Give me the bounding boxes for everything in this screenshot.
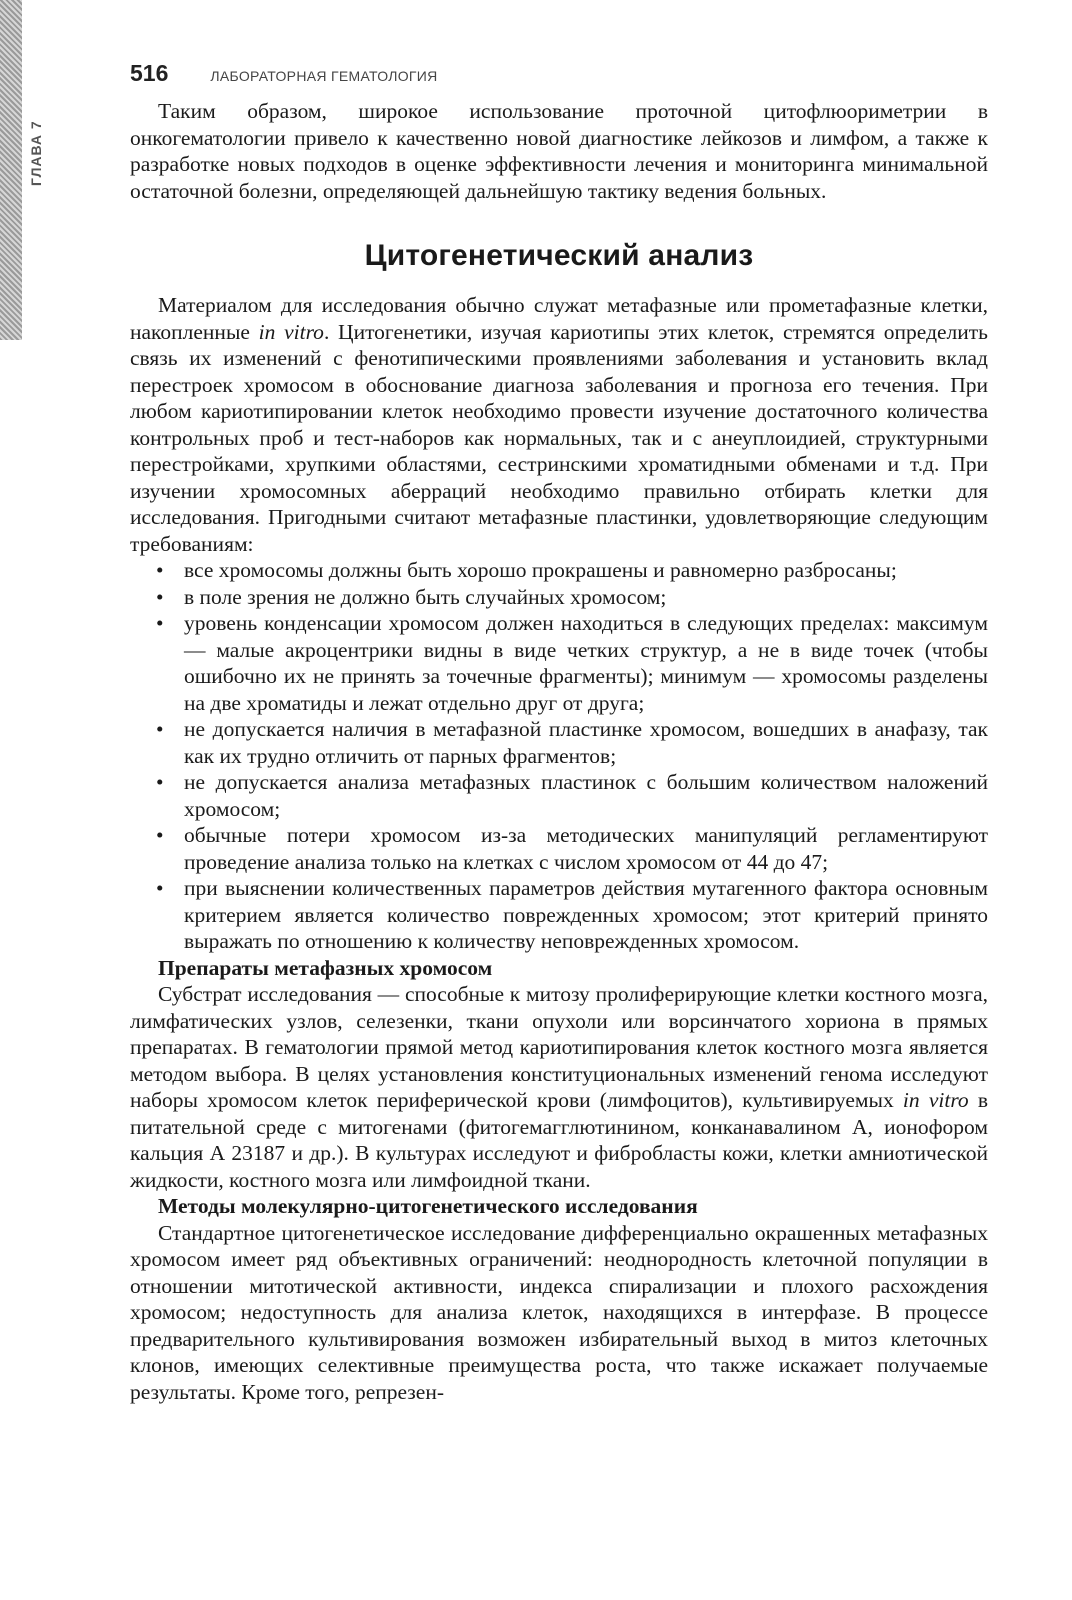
list-item (130, 557, 988, 584)
subsection-paragraph-preparations (130, 981, 988, 1193)
running-head: ЛАБОРАТОРНАЯ ГЕМАТОЛОГИЯ (210, 68, 438, 84)
list-item (130, 769, 988, 822)
chapter-label: ГЛАВА 7 (28, 120, 44, 186)
paragraph-text: в питательной среде с митогенами (фитогемагглютинином, конканавалином А, ионофором кальция А 23187 и др.). В культурах исследуют и фибробласты кожи, клетки амниотической жидкости, костного мозга или лимфоидной ткани. (130, 1088, 988, 1192)
italic-term: in vitro (258, 319, 324, 344)
list-item-text: в поле зрения не должно быть случайных хромосом; (184, 584, 667, 609)
list-item (130, 875, 988, 955)
paragraph-text: Материалом для исследования обычно служат метафазные или прометафазные клетки, накопленные (130, 293, 988, 344)
list-item-text: при выяснении количественных параметров действия мутагенного фактора основным критерием является количество поврежденных хромосом; этот критерий принято выражать по отношению к количеству неповрежденных хромосом. (184, 876, 988, 953)
list-item (130, 610, 988, 716)
italic-term: in vitro (902, 1088, 969, 1112)
chapter-edge-band (0, 0, 22, 340)
subsection-title-methods: Методы молекулярно-цитогенетического исследования (158, 1194, 698, 1218)
page-content (130, 98, 988, 1405)
list-item-text: обычные потери хромосом из-за методических манипуляций регламентируют проведение анализа только на клетках с числом хромосом от 44 до 47; (184, 823, 988, 874)
bullet-icon: • (156, 611, 164, 635)
bullet-icon: • (156, 876, 164, 900)
list-item-text: все хромосомы должны быть хорошо прокрашены и равномерно разбросаны; (184, 558, 897, 582)
list-item-text: не допускается анализа метафазных пластинок с большим количеством наложений хромосом; (184, 770, 988, 821)
list-item-text: не допускается наличия в метафазной пластинке хромосом, вошедших в анафазу, так как их трудно отличить от парных фрагментов; (184, 717, 988, 768)
bullet-icon: • (156, 558, 164, 582)
bullet-icon: • (156, 584, 164, 609)
subsection-paragraph-methods: Стандартное цитогенетическое исследование дифференциально окрашенных метафазных хромосом имеет ряд объективных ограничений: неоднородность клеточной популяции в отношении митотической активности, индекса спирализации и плохого расхождения хромосом; недоступность для анализа клеток, находящихся в интерфазе. В процессе предварительного культивирования возможен избирательный выход в митоз клеточных клонов, имеющих селективные преимущества роста, что также искажает получаемые результаты. Кроме того, репрезен- (130, 1220, 988, 1404)
bullet-icon: • (156, 823, 164, 847)
requirements-list (130, 557, 988, 955)
paragraph-text: Субстрат исследования — способные к митозу пролиферирующие клетки костного мозга, лимфатических узлов, селезенки, ткани опухоли или ворсинчатого хориона в прямых препаратах. В гематологии прямой метод кариотипирования клеток костного мозга является методом выбора. В целях установления конституциональных изменений генома исследуют наборы хромосом клеток периферической крови (лимфоцитов), культивируемых (130, 982, 988, 1112)
section-paragraph (130, 292, 988, 557)
list-item (130, 822, 988, 875)
list-item (130, 584, 988, 611)
bullet-icon: • (156, 717, 164, 741)
bullet-icon: • (156, 770, 164, 794)
section-title: Цитогенетический анализ (364, 239, 754, 272)
intro-paragraph: Таким образом, широкое использование проточной цитофлюориметрии в онкогематологии привело к качественно новой диагностике лейкозов и лимфом, а также к разработке новых подходов в оценке эффективности лечения и мониторинга минимальной остаточной болезни, определяющей дальнейшую тактику ведения больных. (130, 99, 988, 203)
list-item (130, 716, 988, 769)
paragraph-text: . Цитогенетики, изучая кариотипы этих клеток, стремятся определить связь их изменений с фенотипическими проявлениями заболевания и установить вклад перестроек хромосом в обоснование диагноза заболевания и прогноза его течения. При любом кариотипировании клеток необходимо провести изучение достаточного количества контрольных проб и тест-наборов как нормальных, так и с анеуплоидией, структурными перестройками, хрупкими областями, сестринскими хроматидными обменами и т.д. При изучении хромосомных аберраций необходимо правильно отбирать клетки для исследования. Пригодными считают метафазные пластинки, удовлетворяющие следующим требованиям: (130, 319, 988, 556)
list-item-text: уровень конденсации хромосом должен находиться в следующих пределах: максимум — малые акроцентрики видны в виде четких структур, а не в виде точек (чтобы ошибочно их не принять за точечные фрагменты); минимум — хромосомы разделены на две хроматиды и лежат отдельно друг от друга; (184, 611, 988, 715)
page-header (130, 60, 438, 87)
subsection-title-preparations: Препараты метафазных хромосом (158, 955, 493, 980)
page-number: 516 (130, 60, 169, 86)
